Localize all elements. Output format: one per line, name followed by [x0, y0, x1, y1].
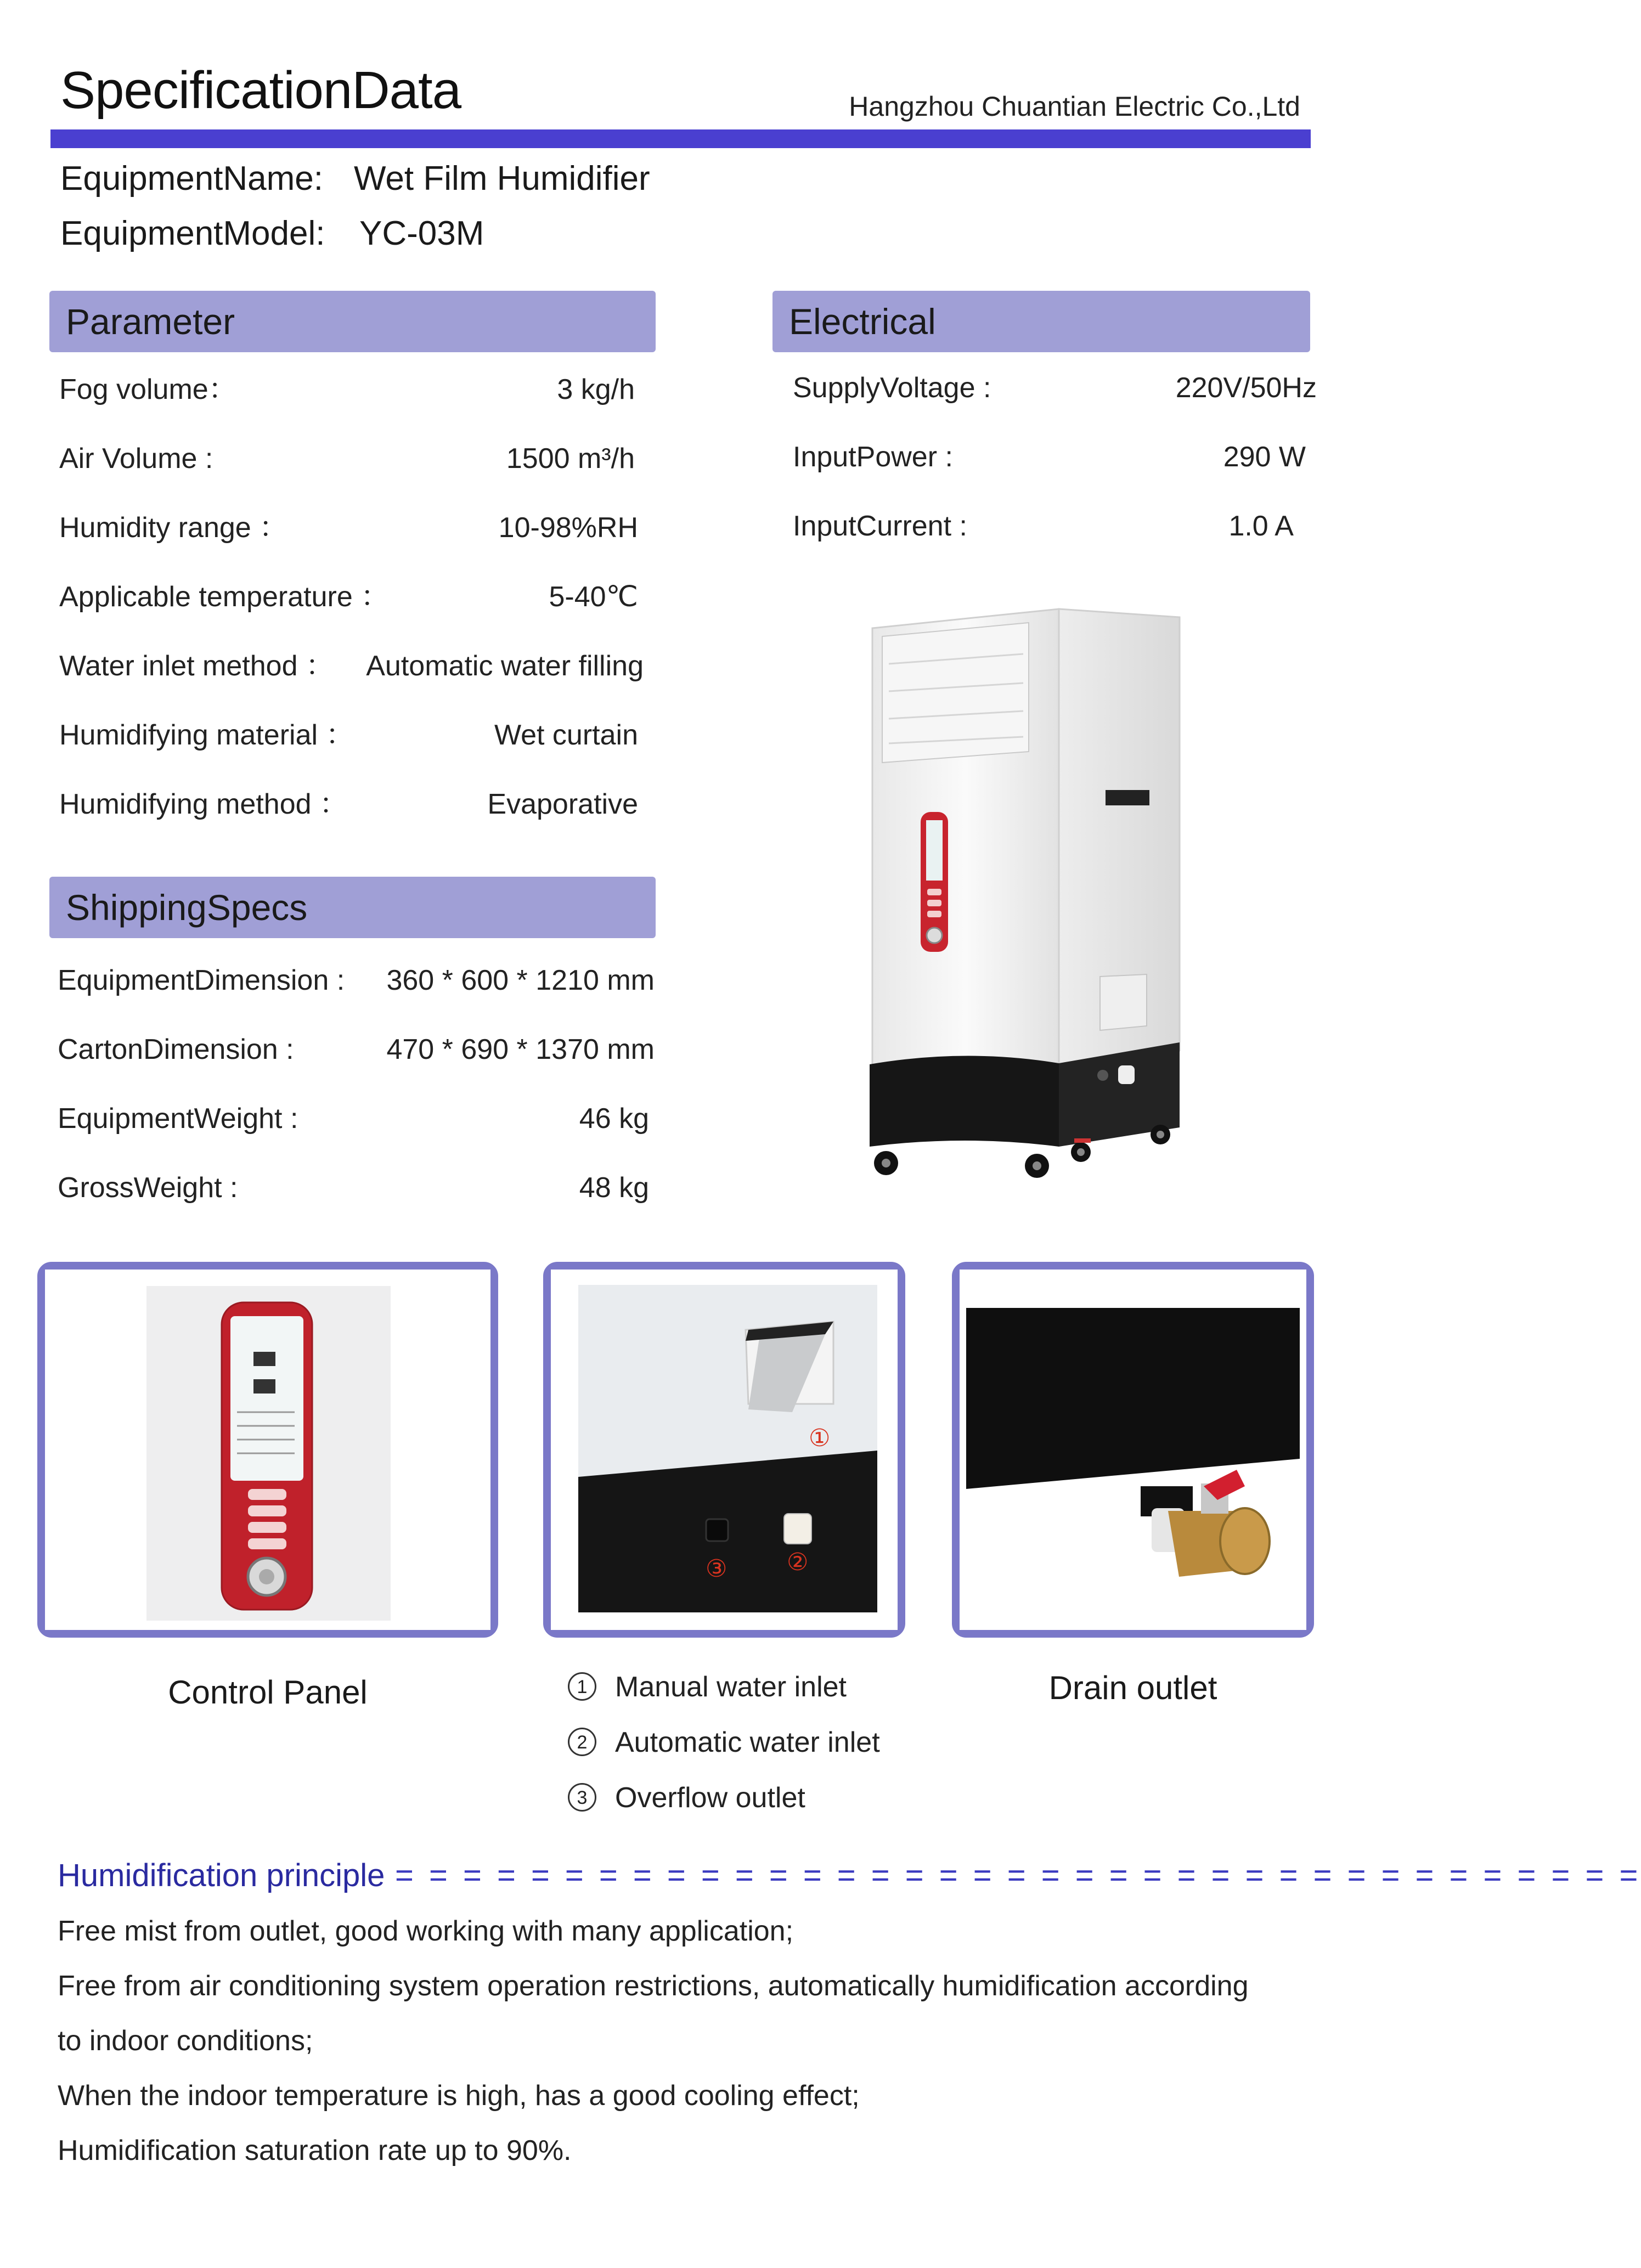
parameter-label: Fog volume：: [59, 374, 237, 405]
marker-2: ②: [787, 1548, 809, 1576]
electrical-label: SupplyVoltage :: [793, 372, 991, 404]
drain-outlet-photo-frame: [952, 1262, 1314, 1638]
principle-line: Humidification saturation rate up to 90%.: [58, 2135, 572, 2167]
parameter-value: Wet curtain: [494, 719, 638, 751]
equipment-model-row: [60, 214, 484, 253]
equipment-model-value: YC-03M: [359, 215, 484, 252]
parameter-label: Humidifying method ：: [59, 788, 348, 820]
water-inlet-photo-frame: [543, 1262, 905, 1638]
header-divider-bar: [50, 129, 1311, 148]
parameter-row: [59, 370, 638, 409]
electrical-row: [793, 369, 1317, 407]
drain-outlet-photo: [960, 1270, 1306, 1630]
shipping-label: GrossWeight :: [58, 1172, 238, 1204]
shipping-row: [58, 1030, 655, 1069]
control-panel-caption: Control Panel: [168, 1674, 368, 1711]
legend-item: [568, 1726, 880, 1759]
parameter-row: [59, 439, 638, 478]
parameter-label: Applicable temperature ：: [59, 581, 390, 613]
legend-text: Automatic water inlet: [615, 1727, 880, 1758]
marker-1: ①: [809, 1424, 831, 1452]
principle-line: Free mist from outlet, good working with many application;: [58, 1915, 794, 1947]
equipment-name-row: [60, 159, 650, 198]
parameter-label: Water inlet method ：: [59, 650, 334, 682]
shipping-row: [58, 961, 655, 1000]
legend-text: Manual water inlet: [615, 1671, 847, 1703]
shipping-header: ShippingSpecs: [49, 877, 656, 938]
shipping-value: 48 kg: [579, 1172, 649, 1204]
principle-line: When the indoor temperature is high, has a good cooling effect;: [58, 2080, 860, 2112]
electrical-header: Electrical: [772, 291, 1310, 352]
drain-outlet-caption: Drain outlet: [1048, 1669, 1217, 1706]
control-panel-photo: [45, 1270, 490, 1630]
electrical-label: InputPower :: [793, 441, 953, 473]
parameter-value: 10-98%RH: [498, 512, 638, 544]
shipping-label: EquipmentWeight :: [58, 1103, 298, 1135]
legend-text: Overflow outlet: [615, 1782, 805, 1814]
marker-3: ③: [706, 1555, 728, 1583]
equipment-name-label: EquipmentName:: [60, 160, 324, 198]
shipping-label: EquipmentDimension :: [58, 964, 345, 996]
shipping-value: 46 kg: [579, 1103, 649, 1135]
equipment-model-label: EquipmentModel:: [60, 215, 325, 252]
parameter-value: 1500 m³/h: [506, 443, 635, 475]
humidifier-product-image: [856, 603, 1185, 1207]
shipping-row: [58, 1169, 649, 1207]
parameter-row: [59, 578, 638, 616]
electrical-value: 290 W: [1223, 441, 1306, 473]
parameter-row: [59, 716, 638, 754]
parameter-row: [59, 509, 638, 547]
electrical-label: InputCurrent :: [793, 510, 967, 542]
equipment-name-value: Wet Film Humidifier: [354, 160, 650, 198]
legend-item: [568, 1671, 847, 1703]
parameter-row: [59, 647, 644, 685]
shipping-label: CartonDimension :: [58, 1034, 294, 1065]
legend-number: 2: [568, 1728, 596, 1756]
shipping-value: 360 * 600 * 1210 mm: [386, 964, 655, 996]
electrical-value: 1.0 A: [1228, 510, 1294, 542]
parameter-value: Automatic water filling: [366, 650, 644, 682]
parameter-value: Evaporative: [487, 788, 638, 820]
page-title: SpecificationData: [60, 61, 461, 120]
legend-number: 1: [568, 1672, 596, 1701]
parameter-row: [59, 785, 638, 823]
parameter-label: Humidity range ：: [59, 512, 288, 544]
principle-line: Free from air conditioning system operation restrictions, automatically humidification according: [58, 1970, 1249, 2002]
parameter-value: 5-40℃: [549, 581, 638, 613]
company-name: Hangzhou Chuantian Electric Co.,Ltd: [849, 91, 1300, 122]
control-panel-photo-frame: [37, 1262, 498, 1638]
legend-item: [568, 1781, 805, 1814]
parameter-label: Humidifying material ：: [59, 719, 354, 751]
electrical-row: [793, 438, 1317, 476]
parameter-label: Air Volume :: [59, 443, 213, 475]
parameter-value: 3 kg/h: [557, 374, 635, 405]
legend-number: 3: [568, 1783, 596, 1812]
electrical-row: [793, 507, 1317, 545]
electrical-value: 220V/50Hz: [1175, 372, 1317, 404]
water-inlet-photo: [551, 1270, 898, 1630]
principle-divider: = = = = = = = = = = = = = = = = = = = = = = = = = = = = = = = = = = = = =: [395, 1858, 1641, 1893]
parameter-header: Parameter: [49, 291, 656, 352]
principle-line: to indoor conditions;: [58, 2025, 313, 2057]
shipping-value: 470 * 690 * 1370 mm: [386, 1034, 655, 1065]
principle-title: Humidification principle: [58, 1858, 385, 1893]
shipping-row: [58, 1099, 649, 1138]
